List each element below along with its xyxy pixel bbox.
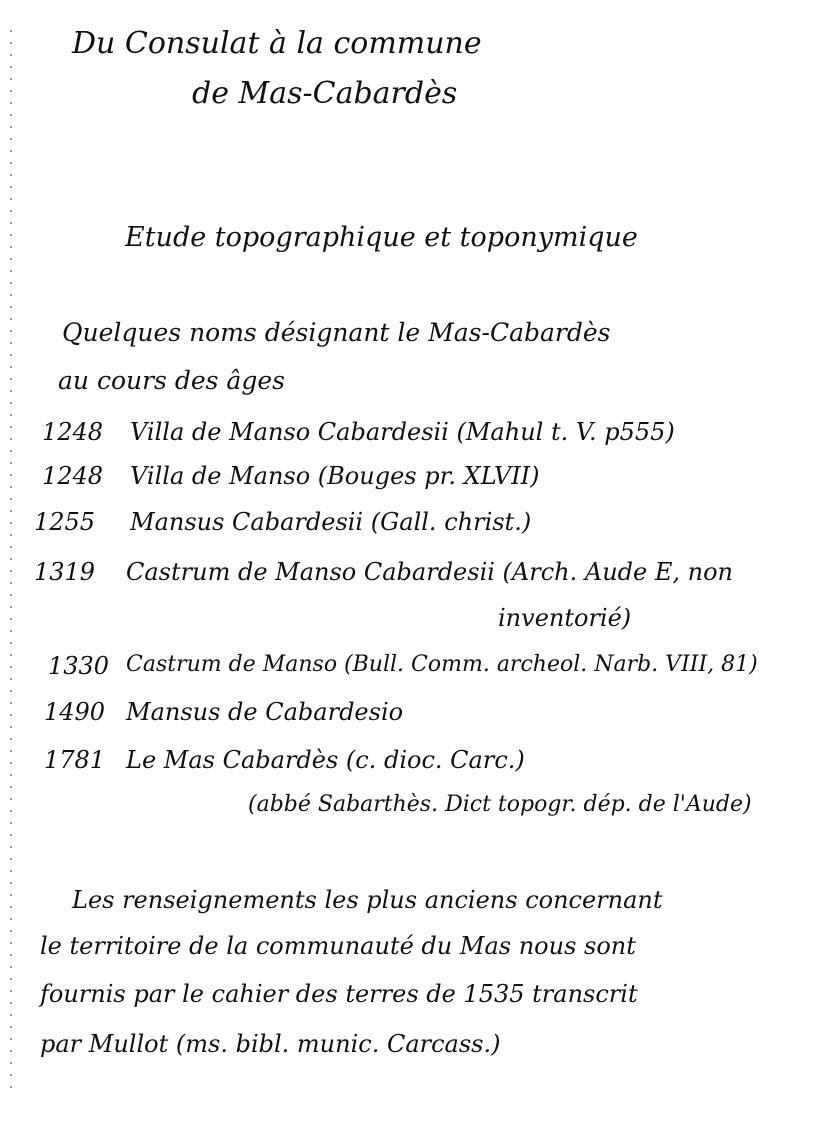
paragraph-line-4: par Mullot (ms. bibl. munic. Carcass.) [40,1030,501,1058]
entry-label: Castrum de Manso (Bull. Comm. archeol. Narb. VIII, 81) [126,652,758,677]
entry-label: Mansus de Cabardesio [126,698,404,726]
paragraph-line-1: Les renseignements les plus anciens concernant [72,886,663,914]
paragraph-line-3: fournis par le cahier des terres de 1535 transcrit [40,980,638,1008]
paragraph-line-2: le territoire de la communauté du Mas nous sont [40,932,636,960]
entry-label-continuation: (abbé Sabarthès. Dict topogr. dép. de l'Aude) [248,792,752,817]
title-line-1: Du Consulat à la commune [72,26,482,61]
entry-label: Mansus Cabardesii (Gall. christ.) [130,508,532,536]
title-line-2: de Mas-Cabardès [192,76,458,111]
binding-margin-dots [10,30,12,1090]
entry-year: 1330 [48,652,110,680]
entry-label: Castrum de Manso Cabardesii (Arch. Aude E, non [126,558,734,586]
entry-label: Le Mas Cabardès (c. dioc. Carc.) [126,746,525,774]
subtitle: Etude topographique et toponymique [125,222,638,253]
entry-year: 1490 [44,698,106,726]
intro-line-2: au cours des âges [58,366,285,395]
entry-year: 1781 [44,746,106,774]
entry-year: 1248 [42,418,104,446]
entry-label: Villa de Manso (Bouges pr. XLVII) [130,462,540,490]
entry-label-continuation: inventorié) [498,604,632,632]
entry-year: 1248 [42,462,104,490]
entry-year: 1255 [34,508,96,536]
entry-year: 1319 [34,558,96,586]
entry-label: Villa de Manso Cabardesii (Mahul t. V. p555) [130,418,675,446]
intro-line-1: Quelques noms désignant le Mas-Cabardès [62,318,611,347]
